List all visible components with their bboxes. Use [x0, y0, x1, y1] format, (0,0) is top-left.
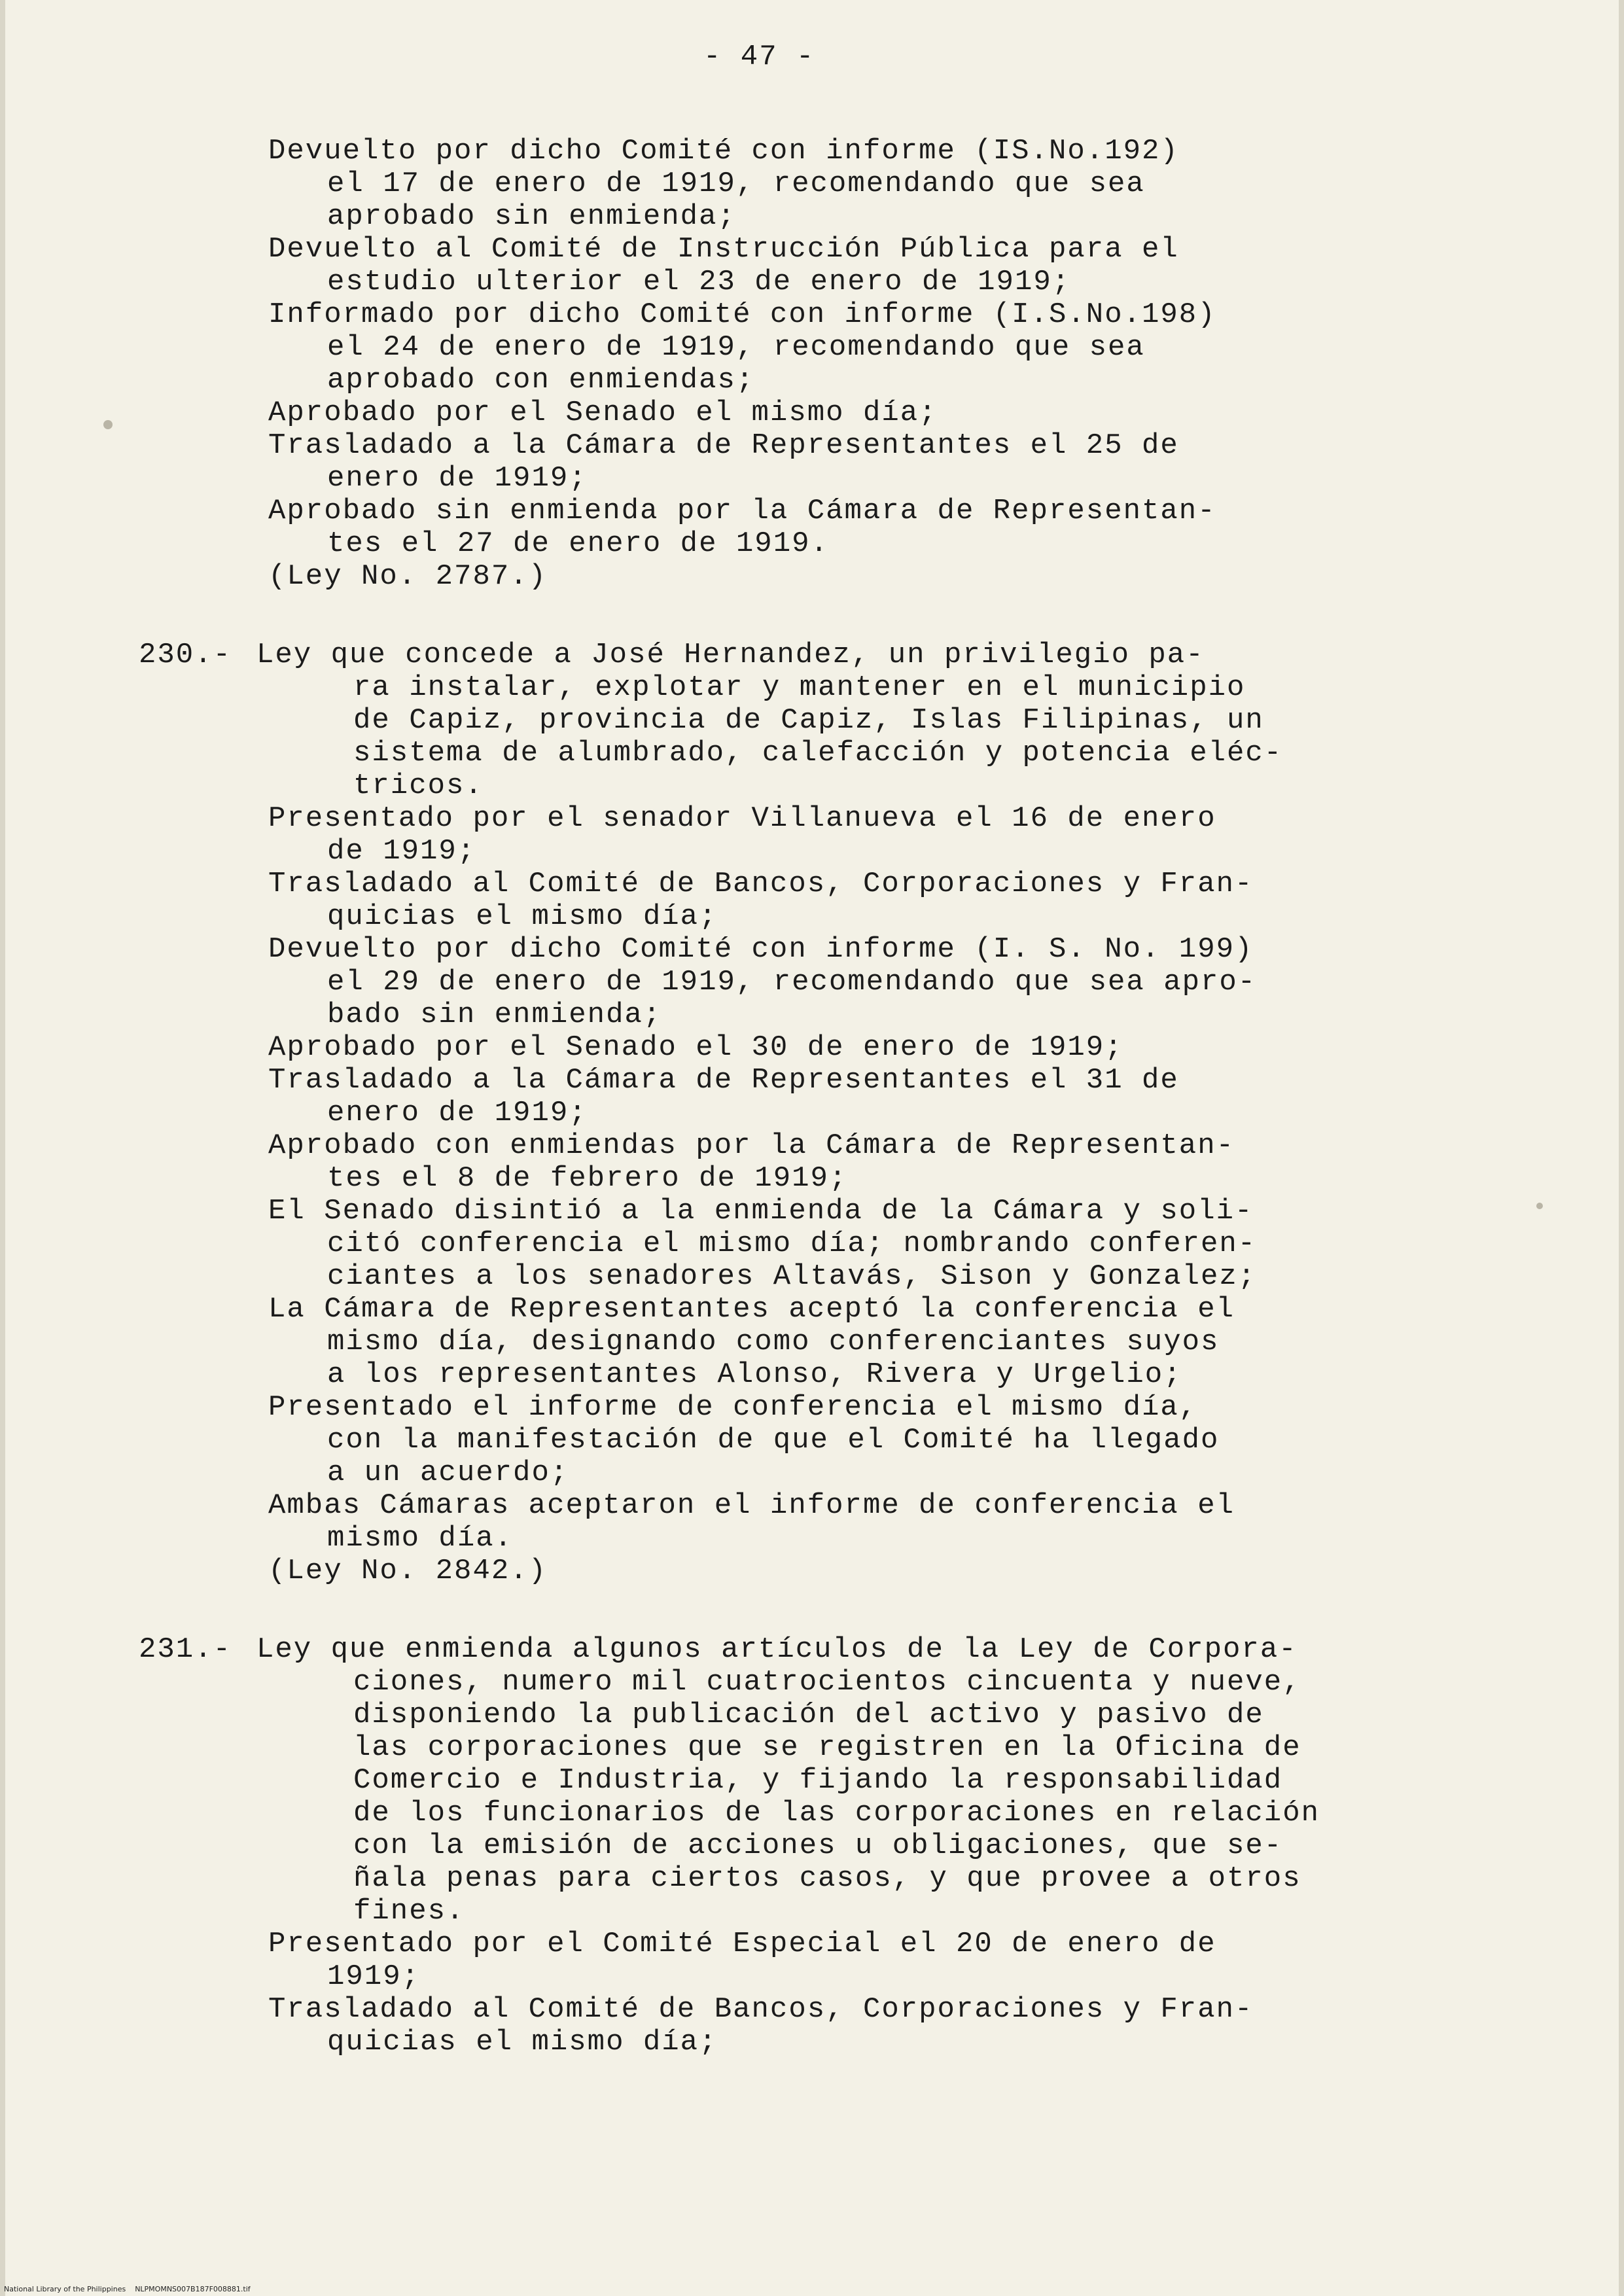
entry-line: enero de 1919; [327, 462, 588, 495]
entry-line: Presentado por el senador Villanueva el 16 de enero [268, 802, 1216, 835]
bill-number: 230.- [139, 639, 232, 671]
entry-line: bado sin enmienda; [327, 998, 662, 1031]
entry-line: el 24 de enero de 1919, recomendando que sea [327, 331, 1145, 364]
entry-line: Devuelto por dicho Comité con informe (IS.No.192) [268, 135, 1179, 168]
entry-line: Informado por dicho Comité con informe (I.S.No.198) [268, 298, 1216, 331]
bill-title-line: Ley que enmienda algunos artículos de la Ley de Corpora- [256, 1633, 1297, 1666]
entry-line: El Senado disintió a la enmienda de la Cámara y soli- [268, 1195, 1254, 1227]
entry-line: Trasladado al Comité de Bancos, Corporaciones y Fran- [268, 868, 1254, 900]
entry-line: Devuelto al Comité de Instrucción Pública para el [268, 233, 1179, 266]
entry-line: Devuelto por dicho Comité con informe (I. S. No. 199) [268, 933, 1254, 966]
bill-title-line: tricos. [353, 769, 484, 802]
entry-line: Presentado por el Comité Especial el 20 de enero de [268, 1928, 1216, 1960]
entry-line: Presentado el informe de conferencia el mismo día, [268, 1391, 1198, 1424]
bill-title-line: sistema de alumbrado, calefacción y potencia eléc- [353, 737, 1283, 769]
entry-line: Trasladado a la Cámara de Representantes el 31 de [268, 1064, 1179, 1097]
entry-line: (Ley No. 2787.) [268, 560, 548, 593]
page-edge-right [1619, 0, 1624, 2296]
entry-line: Aprobado con enmiendas por la Cámara de Representan- [268, 1129, 1235, 1162]
entry-line: aprobado con enmiendas; [327, 364, 755, 397]
entry-line: enero de 1919; [327, 1097, 588, 1129]
entry-line: Trasladado al Comité de Bancos, Corporaciones y Fran- [268, 1993, 1254, 2026]
entry-line: mismo día, designando como conferenciantes suyos [327, 1326, 1220, 1358]
bill-title-line: disponiendo la publicación del activo y pasivo de [353, 1699, 1264, 1731]
bill-number: 231.- [139, 1633, 232, 1666]
bill-title-line: Comercio e Industria, y fijando la responsabilidad [353, 1764, 1283, 1797]
bill-title-line: con la emisión de acciones u obligaciones, que se- [353, 1829, 1283, 1862]
entry-line: Aprobado sin enmienda por la Cámara de Representan- [268, 495, 1216, 527]
entry-line: tes el 27 de enero de 1919. [327, 527, 829, 560]
entry-line: a un acuerdo; [327, 1457, 569, 1489]
page-number: - 47 - [703, 41, 815, 73]
bill-title-line: fines. [353, 1895, 465, 1928]
entry-line: Aprobado por el Senado el mismo día; [268, 397, 938, 429]
entry-line: de 1919; [327, 835, 476, 868]
entry-line: el 29 de enero de 1919, recomendando que sea apro- [327, 966, 1257, 998]
entry-line: citó conferencia el mismo día; nombrando conferen- [327, 1227, 1257, 1260]
entry-line: a los representantes Alonso, Rivera y Urgelio; [327, 1358, 1182, 1391]
entry-line: mismo día. [327, 1522, 514, 1555]
entry-line: Trasladado a la Cámara de Representantes el 25 de [268, 429, 1179, 462]
entry-line: aprobado sin enmienda; [327, 200, 736, 233]
entry-line: La Cámara de Representantes aceptó la conferencia el [268, 1293, 1235, 1326]
entry-line: con la manifestación de que el Comité ha llegado [327, 1424, 1220, 1457]
entry-line: tes el 8 de febrero de 1919; [327, 1162, 848, 1195]
bill-title-line: ra instalar, explotar y mantener en el municipio [353, 671, 1246, 704]
paper-speck [1536, 1203, 1543, 1209]
entry-line: quicias el mismo día; [327, 2026, 718, 2058]
entry-line: (Ley No. 2842.) [268, 1555, 548, 1587]
footer-credit: National Library of the Philippines NLPMOMNS007B187F008881.tif [4, 2285, 251, 2293]
entry-line: 1919; [327, 1960, 421, 1993]
entry-line: Ambas Cámaras aceptaron el informe de conferencia el [268, 1489, 1235, 1522]
entry-line: Aprobado por el Senado el 30 de enero de 1919; [268, 1031, 1123, 1064]
bill-title-line: ciones, numero mil cuatrocientos cincuenta y nueve, [353, 1666, 1301, 1699]
bill-title-line: de los funcionarios de las corporaciones en relación [353, 1797, 1320, 1829]
entry-line: quicias el mismo día; [327, 900, 718, 933]
bill-title-line: Ley que concede a José Hernandez, un privilegio pa- [256, 639, 1205, 671]
entry-line: el 17 de enero de 1919, recomendando que sea [327, 168, 1145, 200]
entry-line: estudio ulterior el 23 de enero de 1919; [327, 266, 1071, 298]
page-edge-left [0, 0, 5, 2296]
bill-title-line: las corporaciones que se registren en la Oficina de [353, 1731, 1301, 1764]
entry-line: ciantes a los senadores Altavás, Sison y Gonzalez; [327, 1260, 1257, 1293]
bill-title-line: de Capiz, provincia de Capiz, Islas Filipinas, un [353, 704, 1264, 737]
paper-speck [103, 420, 113, 429]
bill-title-line: ñala penas para ciertos casos, y que provee a otros [353, 1862, 1301, 1895]
